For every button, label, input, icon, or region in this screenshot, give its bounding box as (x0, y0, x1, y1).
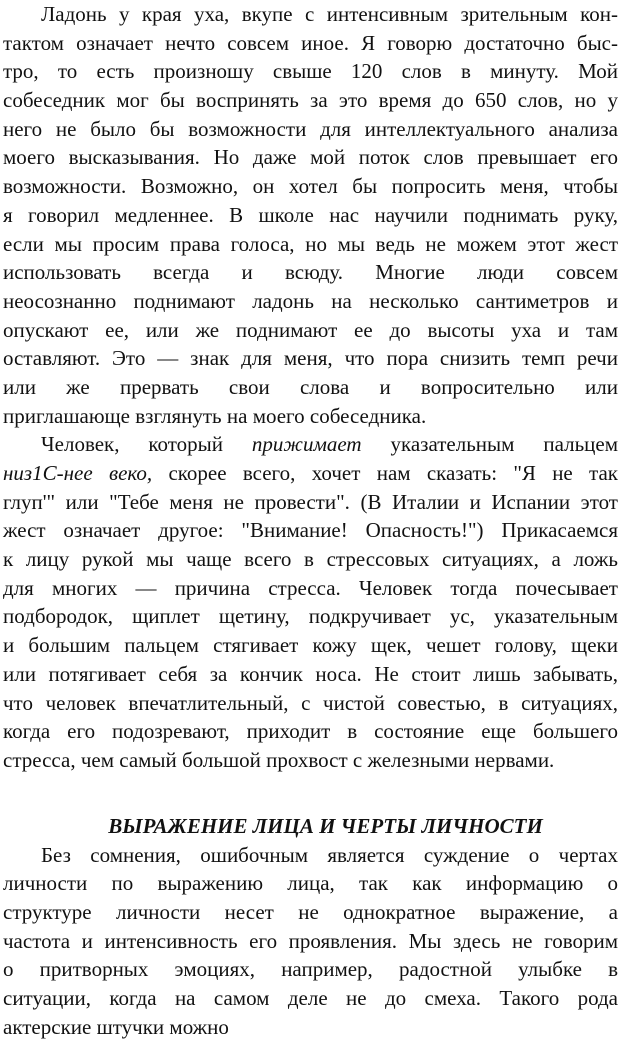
text-line: частота и интенсивность его проявления. Мы здесь не говорим (3, 928, 618, 953)
text-segment: скорее всего, хочет нам сказать: "Я не так (152, 461, 618, 485)
text-line: Ладонь у края уха, вкупе с интенсивным зрительным кон- (41, 2, 618, 26)
text-line: подбородок, щиплет щетину, подкручивает ус, указательным (3, 604, 618, 629)
text-line: актерские штучки можно (3, 1014, 229, 1039)
text-line: стресса, чем самый большой прохвост с железными нервами. (3, 747, 555, 772)
text-line: моего высказывания. Но даже мой поток слов превышает его (3, 145, 618, 170)
text-line: тро, то есть произношу свыше 120 слов в минуту. Мой (3, 59, 618, 84)
text-line (3, 430, 618, 459)
text-line: личности по выражению лица, так как информацию о (3, 871, 618, 896)
text-segment: указательным пальцем (361, 432, 618, 457)
text-line: собеседник мог бы воспринять за это время до 650 слов, но у (3, 88, 618, 113)
text-line: неосознанно поднимают ладонь на несколько сантиметров и (3, 288, 618, 313)
text-line: глуп'" или "Тебе меня не провести". (В Италии и Испании этот (3, 489, 618, 514)
text-line: к лицу рукой мы чаще всего в стрессовых ситуациях, а ложь (3, 547, 618, 572)
paragraph-2 (3, 430, 618, 774)
text-line: для многих — причина стресса. Человек тогда почесывает (3, 575, 618, 600)
italic-text: низ1С-нее веко, (3, 461, 153, 485)
section-heading: ВЫРАЖЕНИЕ ЛИЦА И ЧЕРТЫ ЛИЧНОСТИ (108, 813, 543, 838)
section-gap (3, 775, 618, 811)
text-line: и большим пальцем стягивает кожу щек, чешет голову, щеки (3, 633, 618, 658)
text-line: ситуации, когда на самом деле не до смеха. Такого рода (3, 986, 618, 1010)
text-line: я говорил медленнее. В школе нас научили поднимать руку, (3, 202, 618, 227)
italic-text: прижимает (251, 432, 362, 457)
text-line: опускают ее, или же поднимают ее до высоты уха и там (3, 317, 618, 342)
text-line: или же прервать свои слова и вопросительно или (3, 374, 618, 399)
text-line: если мы просим права голоса, но мы ведь не можем этот жест (3, 231, 618, 256)
text-line: тактом означает нечто совсем иное. Я говорю достаточно быс- (3, 30, 618, 55)
text-line: что человек впечатлительный, с чистой совестью, в ситуациях, (3, 690, 618, 715)
text-line: о притворных эмоциях, например, радостной улыбке в (3, 957, 618, 982)
text-line: оставляют. Это — знак для меня, что пора снизить темп речи (3, 346, 618, 371)
text-segment: Человек, который (41, 432, 252, 457)
text-line: него не было бы возможности для интеллектуального анализа (3, 116, 618, 141)
paragraph-1 (3, 0, 618, 430)
text-line: структуре личности несет не однократное выражение, а (3, 899, 618, 924)
text-line: Без сомнения, ошибочным является суждение о чертах (41, 842, 618, 867)
text-line: приглашающе взглянуть на моего собеседника. (3, 403, 427, 428)
text-line: или потягивает себя за кончик носа. Не стоит лишь забывать, (3, 661, 618, 686)
paragraph-3 (3, 841, 618, 1041)
text-line: возможности. Возможно, он хотел бы попросить меня, чтобы (3, 174, 618, 199)
text-line: использовать всегда и всюду. Многие люди совсем (3, 260, 618, 285)
text-line (3, 459, 618, 488)
text-line: жест означает другое: "Внимание! Опасность!") Прикасаемся (3, 518, 618, 543)
text-line: когда его подозревают, приходит в состояние еще большего (3, 719, 618, 744)
